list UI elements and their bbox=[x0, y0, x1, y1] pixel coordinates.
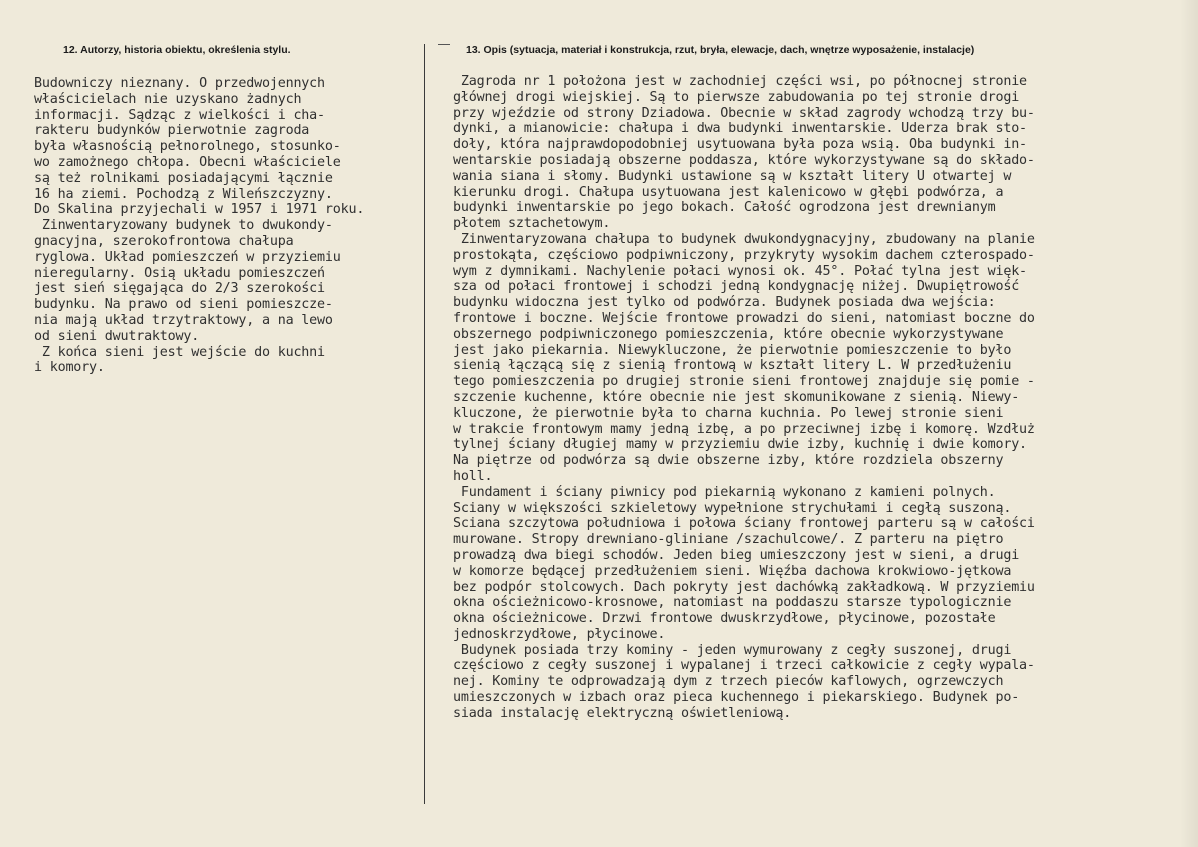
right-text-line: frontowe i boczne. Wejście frontowe prowadzi do sieni, natomiast boczne do bbox=[453, 310, 1035, 326]
right-text-line: dynki, a mianowicie: chałupa i dwa budynki inwentarskie. Uderza brak sto- bbox=[453, 121, 1027, 137]
left-text-line: nieregularny. Osią układu pomieszczeń bbox=[34, 265, 325, 281]
right-text-line: bez podpór stolcowych. Dach pokryty jest dachówką zakładkową. W przyziemiu bbox=[453, 579, 1035, 595]
right-text-line: Budynek posiada trzy kominy - jeden wymurowany z cegły suszonej, drugi bbox=[453, 642, 1012, 658]
right-text-line: wym z dymnikami. Nachylenie połaci wynosi ok. 45°. Połać tylna jest więk- bbox=[453, 263, 1027, 279]
left-text-line: 16 ha ziemi. Pochodzą z Wileńszczyzny. bbox=[34, 186, 333, 202]
right-text-line: doły, która najprawdopodobniej usytuowana była poza wsią. Oba budynki in- bbox=[453, 137, 1027, 153]
left-text-line: rakteru budynków pierwotnie zagroda bbox=[34, 123, 310, 139]
right-text-line: tego pomieszczenia po drugiej stronie sieni frontowej znajduje się pomie - bbox=[453, 374, 1035, 390]
left-text-line: gnacyjna, szerokofrontowa chałupa bbox=[34, 233, 294, 249]
right-text-line: siada instalację elektryczną oświetleniową. bbox=[453, 705, 792, 721]
section-12-header: 12. Autorzy, historia obiektu, określenia stylu. bbox=[63, 44, 291, 56]
left-text-line: Zinwentaryzowany budynek to dwukondy- bbox=[34, 218, 333, 234]
right-text-line: głównej drogi wiejskiej. Są to pierwsze zabudowania po tej stronie drogi bbox=[453, 89, 1020, 105]
description-text bbox=[453, 74, 1188, 722]
left-text-line: i komory. bbox=[34, 360, 105, 376]
right-text-line: murowane. Stropy drewniano-gliniane /szachulcowe/. Z parteru na piętro bbox=[453, 532, 1004, 548]
left-text-line: budynku. Na prawo od sieni pomieszcze- bbox=[34, 297, 333, 313]
left-text-line: Z końca sieni jest wejście do kuchni bbox=[34, 344, 325, 360]
column-divider bbox=[424, 44, 425, 804]
right-text-line: budynku widoczna jest tylko od podwórza. Budynek posiada dwa wejścia: bbox=[453, 295, 996, 311]
right-text-line: obszernego podpiwniczonego pomieszczenia, które obecnie wykorzystywane bbox=[453, 326, 1004, 342]
right-text-line: wentarskie posiadają obszerne poddasza, które wykorzystywane są do składo- bbox=[453, 152, 1035, 168]
left-text-line: właścicielach nie uzyskano żadnych bbox=[34, 91, 302, 107]
left-text-line: jest sień sięgająca do 2/3 szerokości bbox=[34, 281, 325, 297]
left-text-line: nia mają układ trzytraktowy, a na lewo bbox=[34, 312, 333, 328]
right-text-line: płotem sztachetowym. bbox=[453, 216, 611, 232]
right-text-line: szczenie kuchenne, które obecnie nie jest skomunikowane z sienią. Niewy- bbox=[453, 389, 1020, 405]
right-text-line: Sciana szczytowa południowa i połowa ściany frontowej parteru są w całości bbox=[453, 516, 1035, 532]
left-text-line: ryglowa. Układ pomieszczeń w przyziemiu bbox=[34, 249, 341, 265]
left-text-line: wo zamożnego chłopa. Obecni właściciele bbox=[34, 154, 341, 170]
header-tick bbox=[438, 44, 450, 45]
left-text-line: Do Skalina przyjechali w 1957 i 1971 roku. bbox=[34, 202, 365, 218]
left-text-line: od sieni dwutraktowy. bbox=[34, 328, 200, 344]
right-text-line: okna ościeżnicowo-krosnowe, natomiast na poddaszu starsze typologicznie bbox=[453, 595, 1012, 611]
section-13-header: 13. Opis (sytuacja, materiał i konstrukcja, rzut, bryła, elewacje, dach, wnętrze wyposażenie, instalacje) bbox=[466, 44, 975, 56]
authors-history-text bbox=[34, 76, 419, 376]
right-text-line: częściowo z cegły suszonej i wypalanej i trzeci całkowicie z cegły wypala- bbox=[453, 658, 1035, 674]
right-text-line: Zinwentaryzowana chałupa to budynek dwukondygnacyjny, zbudowany na planie bbox=[453, 231, 1035, 247]
right-text-line: okna ościeżnicowe. Drzwi frontowe dwuskrzydłowe, płycinowe, pozostałe bbox=[453, 611, 996, 627]
right-text-line: Sciany w większości szkieletowy wypełnione strychułami i cegłą suszoną. bbox=[453, 500, 1012, 516]
right-text-line: Fundament i ściany piwnicy pod piekarnią wykonano z kamieni polnych. bbox=[453, 484, 996, 500]
right-text-line: Zagroda nr 1 położona jest w zachodniej części wsi, po północnej stronie bbox=[453, 74, 1027, 89]
right-text-line: jest jako piekarnia. Niewykluczone, że pierwotnie pomieszczenie to było bbox=[453, 342, 1012, 358]
right-text-line: prostokąta, częściowo podpiwniczony, przykryty wysokim dachem czterospado- bbox=[453, 247, 1035, 263]
right-text-line: holl. bbox=[453, 468, 493, 484]
left-text-line: Budowniczy nieznany. O przedwojennych bbox=[34, 76, 325, 91]
right-text-line: sienią łączącą się z sienią frontową w kształt litery L. W przedłużeniu bbox=[453, 358, 1012, 374]
left-text-line: informacji. Sądząc z wielkości i cha- bbox=[34, 107, 325, 123]
right-text-line: jednoskrzydłowe, płycinowe. bbox=[453, 626, 666, 642]
left-text-line: są też rolnikami posiadającymi łącznie bbox=[34, 170, 333, 186]
page-edge-shadow bbox=[1180, 0, 1198, 847]
right-text-line: prowadzą dwa biegi schodów. Jeden bieg umieszczony jest w sieni, a drugi bbox=[453, 547, 1020, 563]
right-text-line: kluczone, że pierwotnie była to charna kuchnia. Po lewej stronie sieni bbox=[453, 405, 1004, 421]
right-text-line: budynki inwentarskie po jego bokach. Całość ogrodzona jest drewnianym bbox=[453, 200, 996, 216]
right-text-line: Na piętrze od podwórza są dwie obszerne izby, które rozdziela obszerny bbox=[453, 453, 1004, 469]
right-text-line: przy wjeździe od strony Dziadowa. Obecnie w skład zagrody wchodzą trzy bu- bbox=[453, 105, 1035, 121]
right-text-line: kierunku drogi. Chałupa usytuowana jest kalenicowo w głębi podwórza, a bbox=[453, 184, 1004, 200]
left-text-line: była własnością pełnorolnego, stosunko- bbox=[34, 139, 341, 155]
right-text-line: wania siana i słomy. Budynki ustawione są w kształt litery U otwartej w bbox=[453, 168, 1012, 184]
right-text-line: nej. Kominy te odprowadzają dym z trzech pieców kaflowych, ogrzewczych bbox=[453, 674, 1004, 690]
right-text-line: w trakcie frontowym mamy jedną izbę, a po przeciwnej izbę i komorę. Wzdłuż bbox=[453, 421, 1035, 437]
right-text-line: umieszczonych w izbach oraz pieca kuchennego i piekarskiego. Budynek po- bbox=[453, 690, 1020, 706]
right-text-line: sza od połaci frontowej i schodzi jedną kondygnację niżej. Dwupiętrowość bbox=[453, 279, 1020, 295]
right-text-line: tylnej ściany długiej mamy w przyziemiu dwie izby, kuchnię i dwie komory. bbox=[453, 437, 1027, 453]
right-text-line: w komorze będącej przedłużeniem sieni. Więźba dachowa krokwiowo-jętkowa bbox=[453, 563, 1012, 579]
